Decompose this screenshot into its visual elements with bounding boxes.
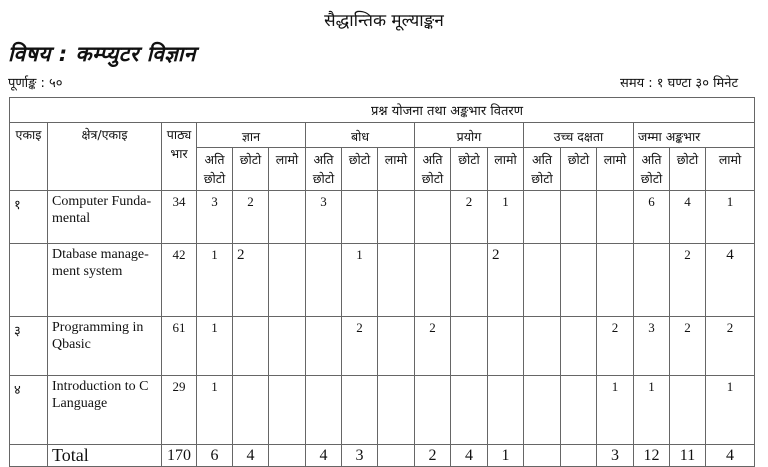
area-name: Introduction to C Language bbox=[48, 376, 162, 445]
subcol-very-short: अति छोटो bbox=[524, 148, 561, 191]
cell bbox=[233, 317, 269, 376]
header-load: पाठ्य भार bbox=[162, 123, 197, 191]
cell bbox=[488, 376, 524, 445]
subcol-very-short: अति छोटो bbox=[415, 148, 451, 191]
group-total-marks: जम्मा अङ्कभार bbox=[634, 123, 755, 148]
subcol-long: लामो bbox=[269, 148, 306, 191]
cell bbox=[524, 191, 561, 244]
cell: 2 bbox=[488, 244, 524, 317]
total-cell: 11 bbox=[670, 445, 706, 467]
cell: 3 bbox=[197, 191, 233, 244]
total-row bbox=[10, 445, 755, 467]
cell: 1 bbox=[342, 244, 378, 317]
total-cell: 3 bbox=[597, 445, 634, 467]
total-cell bbox=[524, 445, 561, 467]
cell bbox=[306, 376, 342, 445]
subcol-short: छोटो bbox=[233, 148, 269, 191]
cell bbox=[269, 376, 306, 445]
cell: 1 bbox=[197, 244, 233, 317]
cell bbox=[415, 191, 451, 244]
exam-time: समय : १ घण्टा ३० मिनेट bbox=[620, 76, 738, 91]
cell bbox=[306, 317, 342, 376]
header-unit: एकाइ bbox=[10, 123, 48, 191]
unit-number bbox=[10, 244, 48, 317]
cell bbox=[342, 191, 378, 244]
cell bbox=[451, 317, 488, 376]
total-cell: 2 bbox=[415, 445, 451, 467]
cell bbox=[306, 244, 342, 317]
total-cell bbox=[378, 445, 415, 467]
course-load: 29 bbox=[162, 376, 197, 445]
total-cell: 4 bbox=[706, 445, 755, 467]
subcol-short: छोटो bbox=[342, 148, 378, 191]
cell: 2 bbox=[233, 191, 269, 244]
page-title: सैद्धान्तिक मूल्याङ्कन bbox=[324, 11, 444, 31]
specification-grid-table bbox=[9, 97, 755, 467]
subcol-very-short: अति छोटो bbox=[306, 148, 342, 191]
total-cell: 12 bbox=[634, 445, 670, 467]
cell bbox=[233, 376, 269, 445]
subcol-short: छोटो bbox=[670, 148, 706, 191]
group-higher-ability: उच्च दक्षता bbox=[524, 123, 634, 148]
cell bbox=[378, 317, 415, 376]
group-knowledge: ज्ञान bbox=[197, 123, 306, 148]
cell bbox=[451, 376, 488, 445]
cell bbox=[269, 244, 306, 317]
table-row bbox=[10, 376, 755, 445]
cell: 1 bbox=[488, 191, 524, 244]
total-load: 170 bbox=[162, 445, 197, 467]
subcol-very-short: अति छोटो bbox=[634, 148, 670, 191]
total-cell: 4 bbox=[233, 445, 269, 467]
cell: 1 bbox=[197, 376, 233, 445]
table-row bbox=[10, 244, 755, 317]
total-cell: 4 bbox=[306, 445, 342, 467]
cell: 2 bbox=[670, 244, 706, 317]
cell bbox=[670, 376, 706, 445]
total-label: Total bbox=[48, 445, 162, 467]
area-name: Programming in Qbasic bbox=[48, 317, 162, 376]
cell: 1 bbox=[634, 376, 670, 445]
subcol-long: लामो bbox=[597, 148, 634, 191]
cell bbox=[415, 244, 451, 317]
cell: 2 bbox=[342, 317, 378, 376]
cell bbox=[561, 317, 597, 376]
cell: 3 bbox=[634, 317, 670, 376]
cell bbox=[524, 376, 561, 445]
cell: 2 bbox=[451, 191, 488, 244]
cell bbox=[561, 191, 597, 244]
group-understanding: बोध bbox=[306, 123, 415, 148]
cell bbox=[342, 376, 378, 445]
table-caption: प्रश्न योजना तथा अङ्कभार वितरण bbox=[10, 98, 755, 123]
cell: 1 bbox=[197, 317, 233, 376]
cell: 1 bbox=[706, 191, 755, 244]
cell bbox=[378, 376, 415, 445]
total-cell: 4 bbox=[451, 445, 488, 467]
cell bbox=[524, 317, 561, 376]
total-cell bbox=[561, 445, 597, 467]
table-row bbox=[10, 191, 755, 244]
cell bbox=[597, 191, 634, 244]
subcol-long: लामो bbox=[706, 148, 755, 191]
cell: 2 bbox=[706, 317, 755, 376]
cell: 2 bbox=[670, 317, 706, 376]
subject-heading: विषय : कम्प्युटर विज्ञान bbox=[8, 42, 196, 66]
cell: 2 bbox=[597, 317, 634, 376]
cell: 4 bbox=[670, 191, 706, 244]
full-marks: पूर्णाङ्क : ५० bbox=[8, 76, 63, 91]
group-application: प्रयोग bbox=[415, 123, 524, 148]
header-area: क्षेत्र/एकाइ bbox=[48, 123, 162, 191]
cell: 2 bbox=[233, 244, 269, 317]
blank-cell bbox=[10, 445, 48, 467]
subcol-very-short: अति छोटो bbox=[197, 148, 233, 191]
area-name: Dtabase manage- ment system bbox=[48, 244, 162, 317]
cell bbox=[269, 317, 306, 376]
unit-number: ४ bbox=[10, 376, 48, 445]
cell: 6 bbox=[634, 191, 670, 244]
cell bbox=[634, 244, 670, 317]
cell bbox=[269, 191, 306, 244]
area-name: Computer Funda- mental bbox=[48, 191, 162, 244]
total-cell: 1 bbox=[488, 445, 524, 467]
cell: 1 bbox=[597, 376, 634, 445]
cell bbox=[561, 376, 597, 445]
course-load: 61 bbox=[162, 317, 197, 376]
cell bbox=[524, 244, 561, 317]
unit-number: १ bbox=[10, 191, 48, 244]
table-row bbox=[10, 317, 755, 376]
total-cell: 6 bbox=[197, 445, 233, 467]
cell bbox=[597, 244, 634, 317]
cell bbox=[488, 317, 524, 376]
subcol-short: छोटो bbox=[451, 148, 488, 191]
total-cell: 3 bbox=[342, 445, 378, 467]
subcol-short: छोटो bbox=[561, 148, 597, 191]
unit-number: ३ bbox=[10, 317, 48, 376]
cell bbox=[561, 244, 597, 317]
cell: 2 bbox=[415, 317, 451, 376]
cell bbox=[415, 376, 451, 445]
subcol-long: लामो bbox=[488, 148, 524, 191]
course-load: 34 bbox=[162, 191, 197, 244]
cell bbox=[451, 244, 488, 317]
course-load: 42 bbox=[162, 244, 197, 317]
cell bbox=[378, 191, 415, 244]
total-cell bbox=[269, 445, 306, 467]
cell: 3 bbox=[306, 191, 342, 244]
subcol-long: लामो bbox=[378, 148, 415, 191]
cell: 4 bbox=[706, 244, 755, 317]
cell: 1 bbox=[706, 376, 755, 445]
cell bbox=[378, 244, 415, 317]
